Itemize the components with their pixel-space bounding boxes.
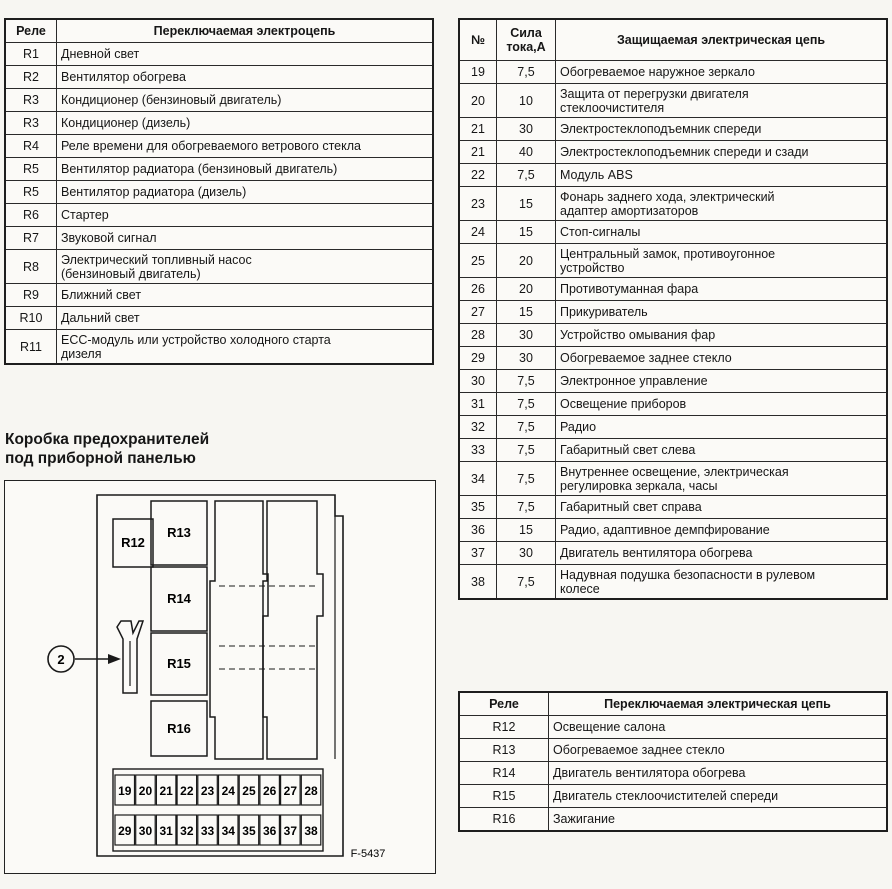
fuse-number-cell: 30 bbox=[459, 370, 497, 393]
circuit-cell bbox=[556, 301, 888, 324]
fuse-number-cell: 22 bbox=[459, 164, 497, 187]
relay-label: R16 bbox=[167, 721, 191, 736]
header-amperage bbox=[497, 19, 556, 61]
circuit-text: Центральный замок, противоугонное bbox=[560, 246, 776, 261]
relay-table-main bbox=[4, 18, 434, 365]
circuit-text-line-2: устройство bbox=[560, 260, 625, 275]
header-circuit: Переключаемая электроцепь bbox=[57, 19, 434, 43]
circuit-cell bbox=[57, 330, 434, 365]
relay-label: R13 bbox=[167, 525, 191, 540]
circuit-cell: Зажигание bbox=[549, 808, 888, 832]
fuse-slot-label: 32 bbox=[180, 824, 194, 838]
circuit-cell bbox=[57, 135, 434, 158]
circuit-text: Противотуманная фара bbox=[560, 282, 699, 296]
relay-id-cell: R8 bbox=[5, 250, 57, 284]
fuse-slot-label: 23 bbox=[200, 784, 215, 798]
fuse-number-cell: 25 bbox=[459, 244, 497, 278]
table-row bbox=[459, 808, 887, 832]
fuse-number-cell: 26 bbox=[459, 278, 497, 301]
circuit-text: Стоп-сигналы bbox=[560, 225, 641, 239]
fuse-slot-label: 22 bbox=[180, 784, 194, 798]
fuse-number-cell: 35 bbox=[459, 496, 497, 519]
relay-table-dashboard-body bbox=[459, 716, 887, 832]
table-row bbox=[459, 462, 887, 496]
circuit-text: Кондиционер (бензиновый двигатель) bbox=[61, 93, 282, 107]
circuit-text: Защита от перегрузки двигателя bbox=[560, 86, 749, 101]
amperage-cell: 15 bbox=[497, 301, 556, 324]
fuse-slot-label: 21 bbox=[159, 784, 173, 798]
fuse-slot-label: 26 bbox=[262, 784, 277, 798]
table-row bbox=[459, 496, 887, 519]
fuse-number-cell: 23 bbox=[459, 187, 497, 221]
table-row bbox=[5, 181, 433, 204]
amperage-cell: 7,5 bbox=[497, 496, 556, 519]
circuit-text: Обогреваемое заднее стекло bbox=[560, 351, 732, 365]
relay-id-cell: R10 bbox=[5, 307, 57, 330]
table-row bbox=[5, 284, 433, 307]
table-row bbox=[459, 221, 887, 244]
table-row bbox=[5, 204, 433, 227]
relay-id-cell: R16 bbox=[459, 808, 549, 832]
amperage-cell: 15 bbox=[497, 221, 556, 244]
amperage-cell: 15 bbox=[497, 187, 556, 221]
table-row bbox=[5, 66, 433, 89]
circuit-cell bbox=[57, 43, 434, 66]
table-row bbox=[5, 158, 433, 181]
fuse-number-cell: 29 bbox=[459, 347, 497, 370]
relay-id-cell: R15 bbox=[459, 785, 549, 808]
callout-number: 2 bbox=[57, 652, 65, 667]
relay-table-dashboard bbox=[458, 691, 888, 832]
circuit-text-line-2: адаптер амортизаторов bbox=[560, 203, 699, 218]
table-header-row bbox=[5, 19, 433, 43]
fuse-number-cell: 20 bbox=[459, 84, 497, 118]
relay-id-cell: R2 bbox=[5, 66, 57, 89]
fuse-number-cell: 34 bbox=[459, 462, 497, 496]
table-row bbox=[459, 370, 887, 393]
amperage-cell: 7,5 bbox=[497, 416, 556, 439]
circuit-cell: Обогреваемое заднее стекло bbox=[549, 739, 888, 762]
amperage-cell: 7,5 bbox=[497, 164, 556, 187]
circuit-cell bbox=[556, 324, 888, 347]
circuit-text-line-2: регулировка зеркала, часы bbox=[560, 478, 718, 493]
relay-label: R15 bbox=[167, 656, 191, 671]
header-relay: Реле bbox=[459, 692, 549, 716]
relay-id-cell: R11 bbox=[5, 330, 57, 365]
circuit-text: Модуль ABS bbox=[560, 168, 633, 182]
fuse-slot-label: 29 bbox=[118, 824, 132, 838]
amperage-cell: 7,5 bbox=[497, 462, 556, 496]
circuit-text: Обогреваемое наружное зеркало bbox=[560, 65, 755, 79]
header-amperage-line-2: тока,А bbox=[506, 40, 546, 54]
fuse-slot-label: 37 bbox=[283, 824, 298, 838]
fuse-number-cell: 32 bbox=[459, 416, 497, 439]
table-row bbox=[459, 716, 887, 739]
fuse-slot-label: 24 bbox=[221, 784, 235, 798]
table-row bbox=[459, 141, 887, 164]
circuit-cell: Двигатель вентилятора обогрева bbox=[549, 762, 888, 785]
circuit-cell bbox=[57, 89, 434, 112]
circuit-cell bbox=[57, 112, 434, 135]
fuse-slot-label: 27 bbox=[283, 784, 298, 798]
circuit-text: Вентилятор радиатора (бензиновый двигатель) bbox=[61, 162, 338, 176]
section-title-line-2: под приборной панелью bbox=[5, 450, 196, 467]
circuit-text-line-2: колесе bbox=[560, 581, 600, 596]
circuit-cell bbox=[556, 84, 888, 118]
amperage-cell: 7,5 bbox=[497, 61, 556, 84]
circuit-text-line-2: (бензиновый двигатель) bbox=[61, 266, 201, 281]
circuit-text-line-2: стеклоочистителя bbox=[560, 100, 665, 115]
relay-label: R14 bbox=[167, 591, 191, 606]
circuit-text: Кондиционер (дизель) bbox=[61, 116, 191, 130]
fuse-slot-label: 31 bbox=[159, 824, 173, 838]
fuse-number-cell: 37 bbox=[459, 542, 497, 565]
relay-id-cell: R5 bbox=[5, 181, 57, 204]
table-row bbox=[459, 84, 887, 118]
circuit-cell bbox=[556, 370, 888, 393]
table-header-row bbox=[459, 19, 887, 61]
table-row bbox=[5, 43, 433, 66]
circuit-text: Вентилятор радиатора (дизель) bbox=[61, 185, 247, 199]
header-amperage-line-1: Сила bbox=[510, 26, 542, 40]
fuse-slot-label: 33 bbox=[200, 824, 215, 838]
relay-id-cell: R13 bbox=[459, 739, 549, 762]
fuse-slots bbox=[115, 775, 321, 845]
circuit-text: Вентилятор обогрева bbox=[61, 70, 186, 84]
table-row bbox=[459, 164, 887, 187]
table-row bbox=[459, 542, 887, 565]
circuit-text: Дальний свет bbox=[61, 311, 140, 325]
fuse-box-diagram bbox=[4, 480, 436, 874]
circuit-cell bbox=[556, 496, 888, 519]
circuit-cell bbox=[57, 307, 434, 330]
header-protected-circuit: Защищаемая электрическая цепь bbox=[556, 19, 888, 61]
relay-id-cell: R1 bbox=[5, 43, 57, 66]
circuit-text: Электростеклоподъемник спереди и сзади bbox=[560, 145, 809, 159]
relay-label: R12 bbox=[121, 535, 145, 550]
amperage-cell: 30 bbox=[497, 542, 556, 565]
circuit-text: Габаритный свет слева bbox=[560, 443, 696, 457]
fuse-slot-label: 35 bbox=[242, 824, 256, 838]
circuit-text: Радио bbox=[560, 420, 597, 434]
circuit-text: ECC-модуль или устройство холодного старта bbox=[61, 332, 331, 347]
relay-id-cell: R12 bbox=[459, 716, 549, 739]
circuit-text: Надувная подушка безопасности в рулевом bbox=[560, 567, 816, 582]
table-row bbox=[5, 135, 433, 158]
circuit-text: Электростеклоподъемник спереди bbox=[560, 122, 762, 136]
amperage-cell: 10 bbox=[497, 84, 556, 118]
fuse-number-cell: 33 bbox=[459, 439, 497, 462]
circuit-cell bbox=[556, 542, 888, 565]
fuse-number-cell: 28 bbox=[459, 324, 497, 347]
header-circuit: Переключаемая электрическая цепь bbox=[549, 692, 888, 716]
amperage-cell: 30 bbox=[497, 324, 556, 347]
circuit-cell bbox=[57, 227, 434, 250]
relay-id-cell: R7 bbox=[5, 227, 57, 250]
circuit-cell bbox=[556, 416, 888, 439]
fuse-box-drawing bbox=[5, 481, 435, 873]
figure-code: F-5437 bbox=[350, 848, 386, 860]
circuit-text: Двигатель вентилятора обогрева bbox=[560, 546, 753, 560]
fuse-slot-label: 30 bbox=[138, 824, 153, 838]
circuit-cell bbox=[556, 519, 888, 542]
table-header-row bbox=[459, 692, 887, 716]
circuit-cell bbox=[57, 250, 434, 284]
section-title-line-1: Коробка предохранителей bbox=[5, 431, 210, 448]
table-row bbox=[459, 739, 887, 762]
table-row bbox=[459, 244, 887, 278]
circuit-text: Дневной свет bbox=[61, 47, 140, 61]
circuit-cell bbox=[556, 244, 888, 278]
circuit-cell bbox=[556, 278, 888, 301]
fuse-slot-label: 20 bbox=[138, 784, 153, 798]
fuse-slot-label: 25 bbox=[242, 784, 256, 798]
table-row bbox=[459, 278, 887, 301]
fuse-number-cell: 24 bbox=[459, 221, 497, 244]
amperage-cell: 7,5 bbox=[497, 370, 556, 393]
fuse-table bbox=[458, 18, 888, 600]
fuse-slot-label: 36 bbox=[262, 824, 277, 838]
circuit-cell bbox=[57, 66, 434, 89]
table-row bbox=[459, 762, 887, 785]
table-row bbox=[459, 61, 887, 84]
fuse-slot-label: 19 bbox=[118, 784, 132, 798]
amperage-cell: 7,5 bbox=[497, 393, 556, 416]
table-row bbox=[5, 330, 433, 365]
amperage-cell: 20 bbox=[497, 278, 556, 301]
circuit-text: Внутреннее освещение, электрическая bbox=[560, 464, 789, 479]
relay-id-cell: R3 bbox=[5, 89, 57, 112]
fuse-number-cell: 21 bbox=[459, 141, 497, 164]
amperage-cell: 30 bbox=[497, 347, 556, 370]
circuit-cell bbox=[556, 439, 888, 462]
table-row bbox=[5, 89, 433, 112]
relay-id-cell: R9 bbox=[5, 284, 57, 307]
fuse-number-cell: 27 bbox=[459, 301, 497, 324]
table-row bbox=[459, 785, 887, 808]
section-title bbox=[5, 430, 209, 468]
fuse-slot-label: 28 bbox=[304, 784, 318, 798]
table-row bbox=[459, 519, 887, 542]
circuit-text: Звуковой сигнал bbox=[61, 231, 157, 245]
header-relay: Реле bbox=[5, 19, 57, 43]
circuit-cell bbox=[556, 462, 888, 496]
fuse-number-cell: 21 bbox=[459, 118, 497, 141]
circuit-text: Стартер bbox=[61, 208, 109, 222]
amperage-cell: 40 bbox=[497, 141, 556, 164]
header-fuse-number: № bbox=[459, 19, 497, 61]
circuit-text: Реле времени для обогреваемого ветрового стекла bbox=[61, 139, 361, 153]
circuit-cell bbox=[556, 61, 888, 84]
amperage-cell: 15 bbox=[497, 519, 556, 542]
circuit-text: Габаритный свет справа bbox=[560, 500, 702, 514]
table-row bbox=[5, 307, 433, 330]
table-row bbox=[459, 565, 887, 600]
fuse-number-cell: 36 bbox=[459, 519, 497, 542]
circuit-cell bbox=[556, 187, 888, 221]
circuit-cell bbox=[556, 141, 888, 164]
fuse-number-cell: 38 bbox=[459, 565, 497, 600]
table-row bbox=[459, 439, 887, 462]
fuse-slot-label: 34 bbox=[221, 824, 235, 838]
table-row bbox=[5, 250, 433, 284]
relay-id-cell: R5 bbox=[5, 158, 57, 181]
circuit-text: Устройство омывания фар bbox=[560, 328, 716, 342]
circuit-text: Фонарь заднего хода, электрический bbox=[560, 189, 775, 204]
relay-id-cell: R3 bbox=[5, 112, 57, 135]
circuit-cell bbox=[556, 164, 888, 187]
fuse-table-body bbox=[459, 61, 887, 600]
table-row bbox=[459, 416, 887, 439]
circuit-text-line-2: дизеля bbox=[61, 346, 102, 361]
table-row bbox=[459, 393, 887, 416]
amperage-cell: 20 bbox=[497, 244, 556, 278]
table-row bbox=[459, 347, 887, 370]
fuse-slot-label: 38 bbox=[304, 824, 318, 838]
table-row bbox=[459, 324, 887, 347]
amperage-cell: 7,5 bbox=[497, 565, 556, 600]
fuse-number-cell: 19 bbox=[459, 61, 497, 84]
circuit-text: Прикуриватель bbox=[560, 305, 648, 319]
fuse-number-cell: 31 bbox=[459, 393, 497, 416]
table-row bbox=[5, 227, 433, 250]
amperage-cell: 30 bbox=[497, 118, 556, 141]
relay-id-cell: R4 bbox=[5, 135, 57, 158]
relay-table-main-body bbox=[5, 43, 433, 365]
circuit-text: Радио, адаптивное демпфирование bbox=[560, 523, 770, 537]
circuit-cell bbox=[57, 204, 434, 227]
circuit-cell: Освещение салона bbox=[549, 716, 888, 739]
circuit-cell bbox=[57, 181, 434, 204]
circuit-cell bbox=[556, 221, 888, 244]
circuit-text: Ближний свет bbox=[61, 288, 142, 302]
circuit-cell bbox=[556, 393, 888, 416]
table-row bbox=[459, 187, 887, 221]
circuit-cell bbox=[556, 565, 888, 600]
table-row bbox=[5, 112, 433, 135]
relay-id-cell: R6 bbox=[5, 204, 57, 227]
circuit-text: Освещение приборов bbox=[560, 397, 687, 411]
circuit-cell: Двигатель стеклоочистителей спереди bbox=[549, 785, 888, 808]
circuit-cell bbox=[57, 158, 434, 181]
table-row bbox=[459, 301, 887, 324]
circuit-text: Электрический топливный насос bbox=[61, 252, 252, 267]
amperage-cell: 7,5 bbox=[497, 439, 556, 462]
circuit-text: Электронное управление bbox=[560, 374, 708, 388]
relay-id-cell: R14 bbox=[459, 762, 549, 785]
circuit-cell bbox=[556, 347, 888, 370]
table-row bbox=[459, 118, 887, 141]
circuit-cell bbox=[57, 284, 434, 307]
circuit-cell bbox=[556, 118, 888, 141]
